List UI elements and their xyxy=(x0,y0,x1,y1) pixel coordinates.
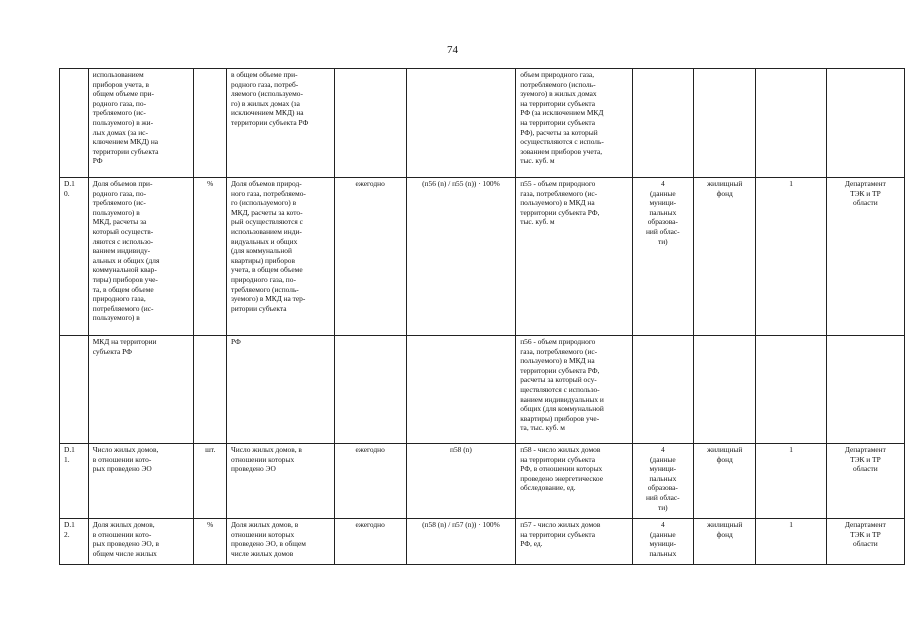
data-source-cell xyxy=(632,444,693,519)
data-source-cell xyxy=(632,336,693,444)
unit-cell-text: % xyxy=(207,520,214,529)
unit-cell-text: % xyxy=(207,179,214,188)
row-id-text: D.1 2. xyxy=(64,520,75,539)
sector-cell xyxy=(693,69,755,178)
sector-cell xyxy=(693,519,755,565)
variable-description xyxy=(516,178,632,336)
variable-description-text: п57 - число жилых домов на территории субъекта РФ, ед. xyxy=(520,520,601,549)
data-source-cell xyxy=(632,178,693,336)
variable-description-text: п56 - объем природного газа, потребляемого (ис- пользуемого) в МКД на территории субъекта РФ, расчеты за который осу- ществляются с использо- ванием индивидуальных и общих (для коммунальной квартиры) приборов уче- та, тыс. куб. м xyxy=(520,337,604,433)
periodicity-cell xyxy=(334,336,406,444)
periodicity-cell xyxy=(334,444,406,519)
table-row xyxy=(60,519,905,565)
periodicity-cell-text: ежегодно xyxy=(355,179,385,188)
responsible-cell xyxy=(826,519,904,565)
responsible-cell xyxy=(826,444,904,519)
row-id xyxy=(60,178,89,336)
unit-cell xyxy=(194,336,227,444)
level-cell xyxy=(756,519,826,565)
row-id xyxy=(60,519,89,565)
indicator-description-text: РФ xyxy=(231,337,241,346)
table-row xyxy=(60,444,905,519)
indicator-description xyxy=(227,336,335,444)
unit-cell xyxy=(194,178,227,336)
indicator-table xyxy=(59,68,905,565)
formula-cell-text: (п58 (n) / п57 (n)) · 100% xyxy=(422,520,500,529)
formula-cell xyxy=(406,336,516,444)
indicator-description xyxy=(227,69,335,178)
indicator-description-text: в общем объеме при- родного газа, потреб- ляемого (используемо- го) в жилых домах (за исключением МКД) на территории субъекта РФ xyxy=(231,70,309,127)
variable-description-text: объем природного газа, потребляемого (исполь- зуемого) в жилых домах на территории субъекта РФ (за исключением МКД на территории субъекта РФ), расчеты за который осуществляются с исполь- зованием приборов учета, тыс. куб. м xyxy=(520,70,604,166)
level-cell xyxy=(756,336,826,444)
variable-description xyxy=(516,69,632,178)
unit-cell xyxy=(194,69,227,178)
level-cell xyxy=(756,69,826,178)
sector-cell-text: жилищный фонд xyxy=(707,179,743,198)
indicator-description xyxy=(227,178,335,336)
formula-cell-text: (п56 (n) / п55 (n)) · 100% xyxy=(422,179,500,188)
indicator-name xyxy=(88,178,194,336)
sector-cell xyxy=(693,178,755,336)
formula-cell-text: п58 (n) xyxy=(450,445,472,454)
level-cell-text: 1 xyxy=(789,520,793,529)
data-source-cell xyxy=(632,519,693,565)
unit-cell xyxy=(194,519,227,565)
responsible-cell-text: Департамент ТЭК и ТР области xyxy=(844,520,886,549)
unit-cell-text: шт. xyxy=(205,445,216,454)
indicator-description-text: Число жилых домов, в отношении которых проведено ЭО xyxy=(231,445,302,474)
unit-cell xyxy=(194,444,227,519)
periodicity-cell xyxy=(334,178,406,336)
data-source-cell-text: 4 (данные муници- пальных образова- ний облас- ти) xyxy=(645,445,680,512)
periodicity-cell-text: ежегодно xyxy=(355,445,385,454)
indicator-name-text: Доля объемов при- родного газа, по- требляемого (ис- пользуемого) в МКД, расчеты за который осуществ- ляются с использо- ванием индивиду- альных и общих (для коммунальной квар- тиры) приборов уче- та, в общем объеме природного газа, потребляемого (ис- пользуемого) в xyxy=(92,179,160,323)
table-row xyxy=(60,178,905,336)
table-row xyxy=(60,336,905,444)
variable-description xyxy=(516,519,632,565)
indicator-name xyxy=(88,69,194,178)
indicator-name-text: Число жилых домов, в отношении кото- рых проведено ЭО xyxy=(92,445,159,474)
indicator-description xyxy=(227,444,335,519)
sector-cell xyxy=(693,444,755,519)
sector-cell-text: жилищный фонд xyxy=(707,445,743,464)
periodicity-cell xyxy=(334,69,406,178)
variable-description xyxy=(516,336,632,444)
row-id-text: D.1 1. xyxy=(64,445,75,464)
formula-cell xyxy=(406,519,516,565)
responsible-cell-text: Департамент ТЭК и ТР области xyxy=(844,445,886,474)
formula-cell xyxy=(406,69,516,178)
indicator-name-text: Доля жилых домов, в отношении кото- рых проведено ЭО, в общем числе жилых xyxy=(92,520,159,558)
data-source-cell-text: 4 (данные муници- пальных xyxy=(649,520,677,558)
responsible-cell xyxy=(826,178,904,336)
indicator-name xyxy=(88,519,194,565)
row-id-text: D.1 0. xyxy=(64,179,75,198)
page-number: 74 xyxy=(447,44,458,56)
responsible-cell xyxy=(826,336,904,444)
level-cell xyxy=(756,178,826,336)
data-source-cell-text: 4 (данные муници- пальных образова- ний облас- ти) xyxy=(645,179,680,246)
formula-cell xyxy=(406,444,516,519)
indicator-name-text: использованием приборов учета, в общем объеме при- родного газа, по- требляемого (ис- пользуемого) в жи- лых домах (за ис- ключением МКД) на территории субъекта РФ xyxy=(92,70,159,166)
responsible-cell-text: Департамент ТЭК и ТР области xyxy=(844,179,886,208)
indicator-description xyxy=(227,519,335,565)
periodicity-cell-text: ежегодно xyxy=(355,520,385,529)
indicator-description-text: Доля объемов природ- ного газа, потребляемо- го (используемого) в МКД, расчеты за кото- рый осуществляются с использованием инди- видуальных и общих (для коммунальной квартиры) приборов учета, в общем объеме природного газа, по- требляемого (исполь- зуемого) в МКД на тер- ритории субъекта xyxy=(231,179,306,313)
formula-cell xyxy=(406,178,516,336)
indicator-name xyxy=(88,444,194,519)
variable-description-text: п55 - объем природного газа, потребляемого (ис- пользуемого) в МКД на территории субъекта РФ, тыс. куб. м xyxy=(520,179,600,227)
level-cell xyxy=(756,444,826,519)
responsible-cell xyxy=(826,69,904,178)
row-id xyxy=(60,69,89,178)
level-cell-text: 1 xyxy=(789,445,793,454)
indicator-name-text: МКД на территории субъекта РФ xyxy=(92,337,157,356)
table-row xyxy=(60,69,905,178)
row-id xyxy=(60,336,89,444)
indicator-name xyxy=(88,336,194,444)
periodicity-cell xyxy=(334,519,406,565)
data-source-cell xyxy=(632,69,693,178)
indicator-description-text: Доля жилых домов, в отношении которых проведено ЭО, в общем числе жилых домов xyxy=(231,520,306,558)
sector-cell xyxy=(693,336,755,444)
sector-cell-text: жилищный фонд xyxy=(707,520,743,539)
variable-description xyxy=(516,444,632,519)
variable-description-text: п58 - число жилых домов на территории субъекта РФ, в отношении которых проведено энергетическое обследование, ед. xyxy=(520,445,603,493)
row-id xyxy=(60,444,89,519)
level-cell-text: 1 xyxy=(789,179,793,188)
